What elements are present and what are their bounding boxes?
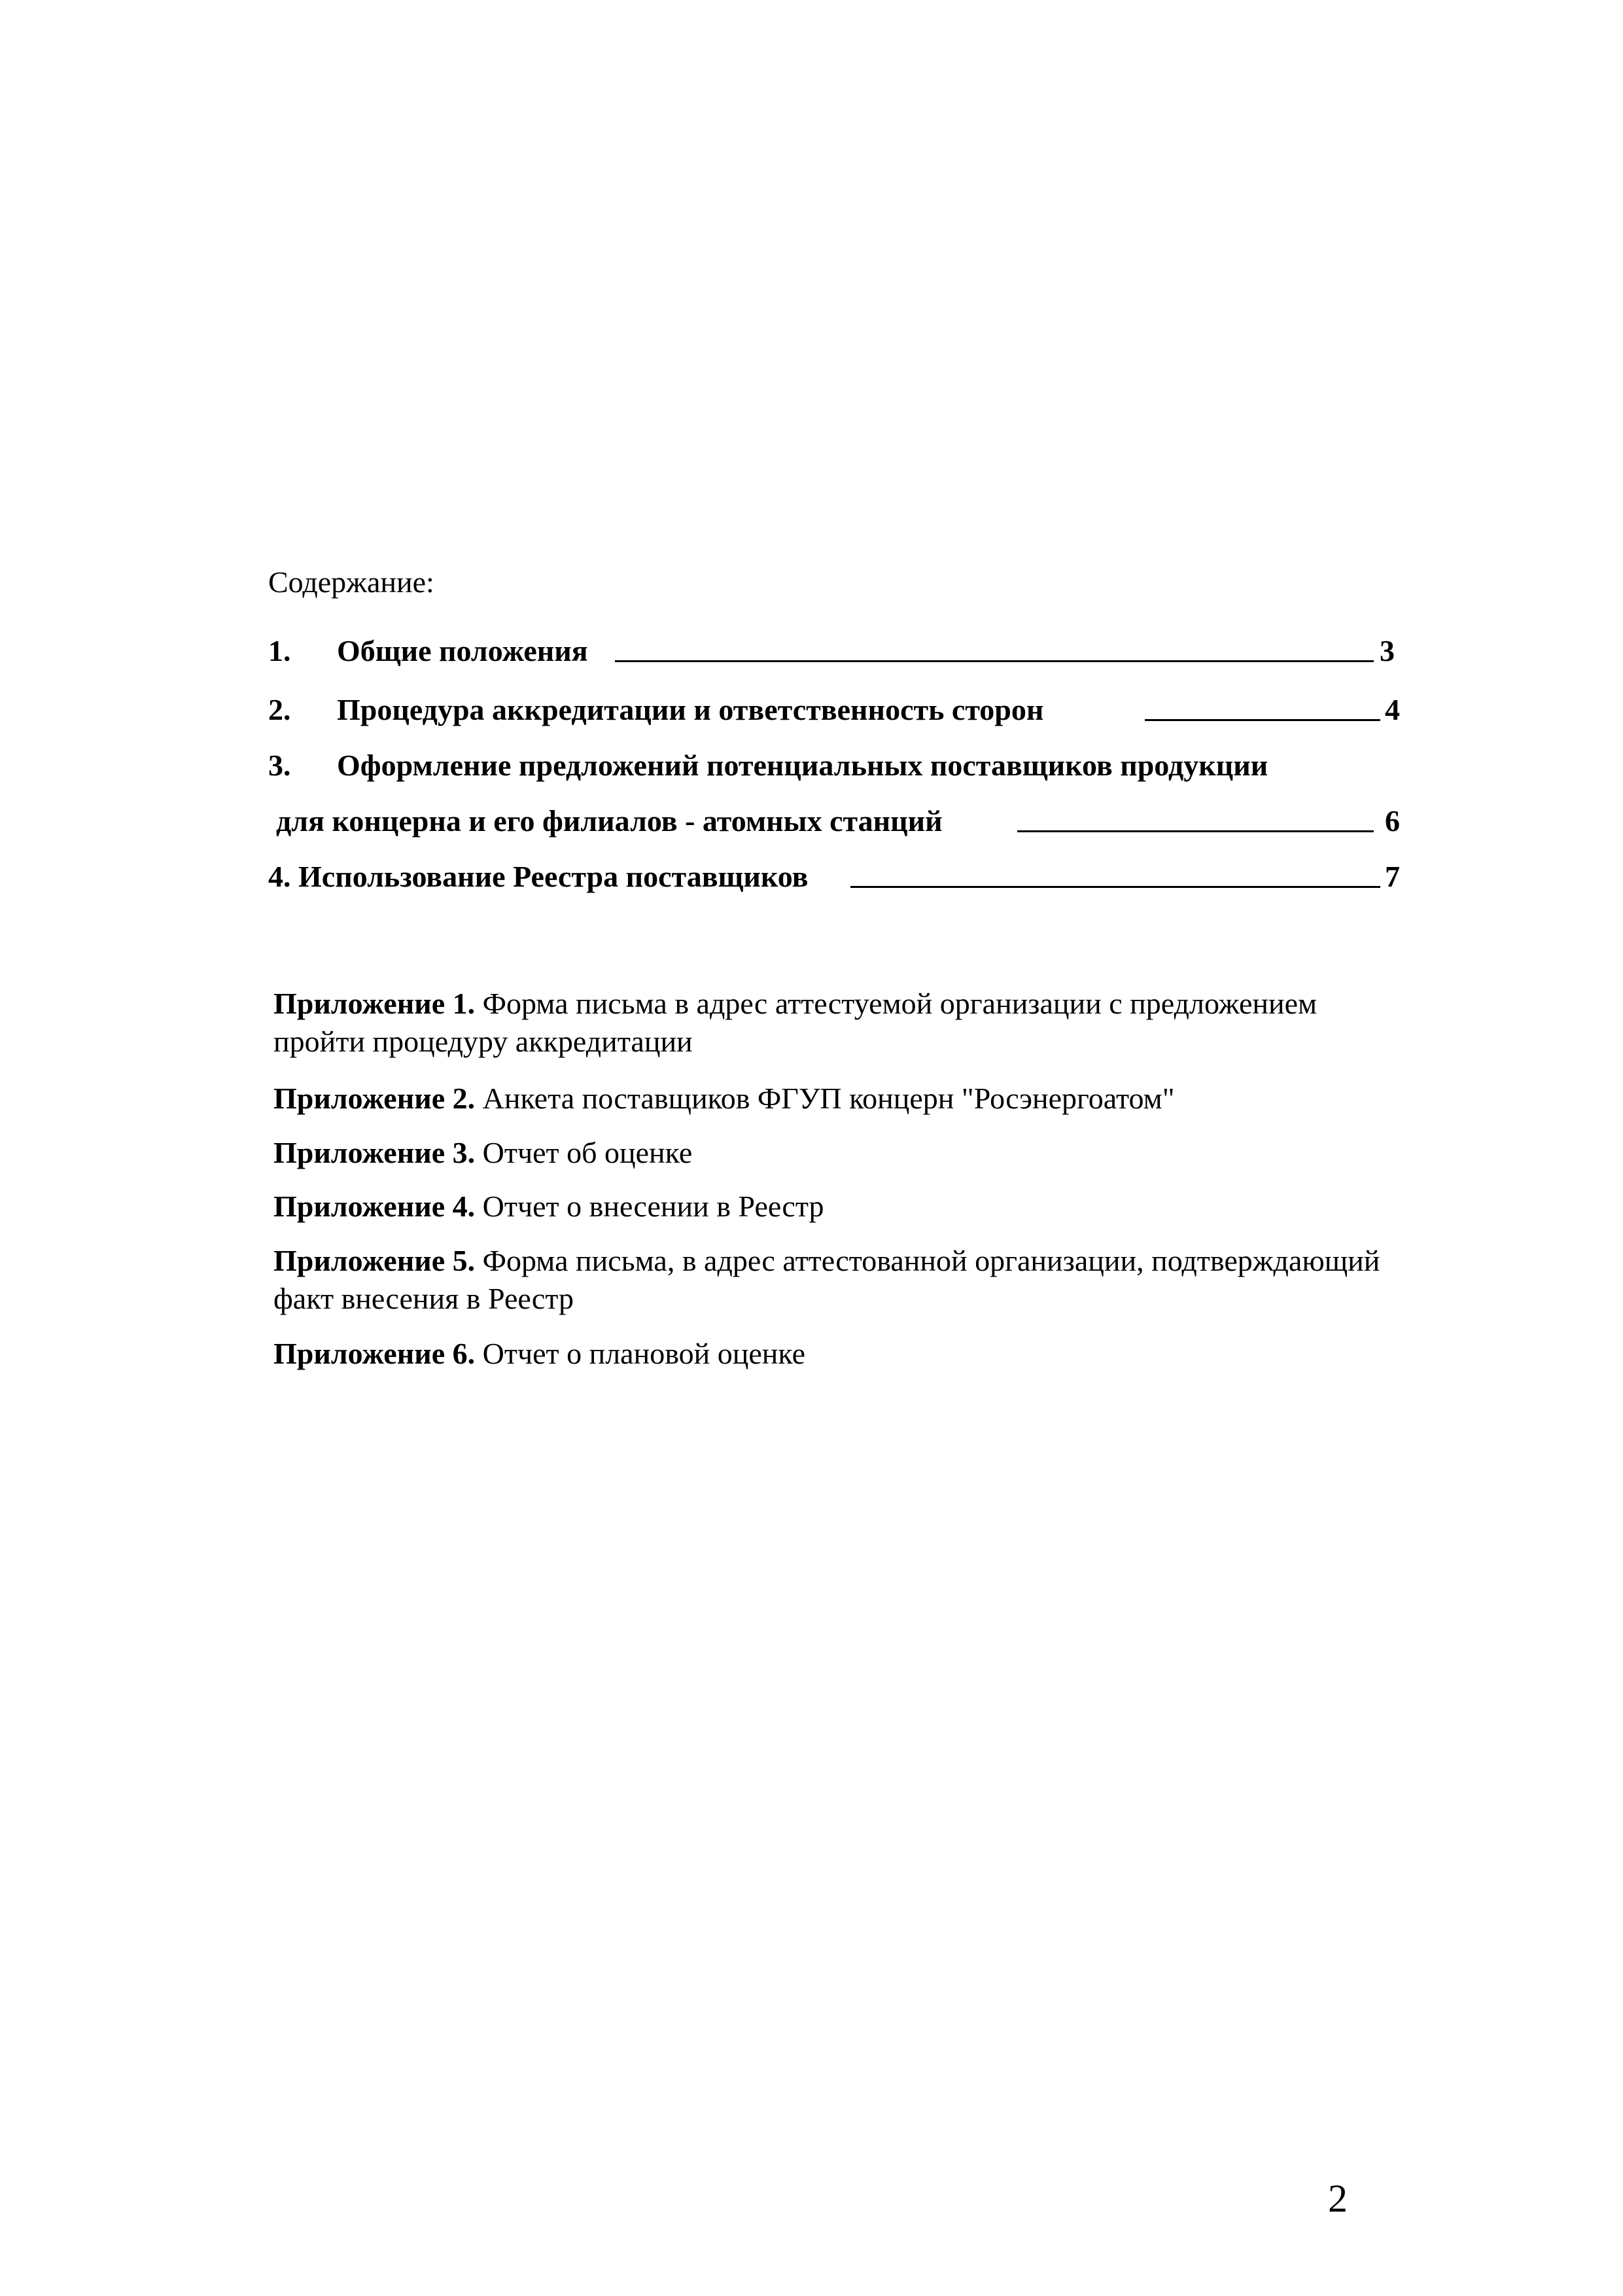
- toc-leader-line: [850, 886, 1380, 888]
- toc-leader-line: [615, 660, 1374, 662]
- appendix-text: Форма письма в адрес аттестуемой организации с предложением пройти процедуру аккредитации: [273, 987, 1318, 1058]
- toc-item-3-continued: [268, 802, 1400, 841]
- appendix-text: Отчет о внесении в Реестр: [475, 1190, 824, 1223]
- appendix-text: Анкета поставщиков ФГУП концерн "Росэнергоатом": [475, 1082, 1175, 1115]
- appendix-label: Приложение 5.: [273, 1244, 476, 1277]
- toc-heading: Содержание:: [268, 565, 434, 599]
- toc-leader-line: [1145, 719, 1380, 721]
- appendix-6: [273, 1335, 1386, 1373]
- appendix-label: Приложение 3.: [273, 1136, 476, 1169]
- toc-item-title: Оформление предложений потенциальных поставщиков продукции: [337, 749, 1268, 782]
- appendix-4: [273, 1188, 1386, 1226]
- toc-item-title: 4. Использование Реестра поставщиков: [268, 860, 809, 893]
- toc-item-number: 3.: [268, 749, 291, 782]
- appendix-1: [273, 985, 1386, 1061]
- appendix-label: Приложение 2.: [273, 1082, 476, 1115]
- toc-item-page: 4: [1385, 693, 1400, 726]
- toc-item-page: 3: [1380, 634, 1395, 667]
- toc-item-page: 6: [1385, 804, 1400, 838]
- appendix-label: Приложение 1.: [273, 987, 476, 1020]
- toc-item-2: [268, 690, 1400, 730]
- appendix-text: Отчет об оценке: [475, 1136, 693, 1169]
- page-number: 2: [1328, 2177, 1348, 2220]
- appendix-2: [273, 1080, 1386, 1118]
- toc-item-title: Общие положения: [337, 634, 588, 667]
- toc-item-4: [268, 857, 1400, 896]
- appendix-text: Отчет о плановой оценке: [475, 1337, 806, 1370]
- toc-item-title: Процедура аккредитации и ответственность сторон: [337, 693, 1044, 726]
- toc-item-page: 7: [1385, 860, 1400, 893]
- appendix-text: Форма письма, в адрес аттестованной организации, подтверждающий факт внесения в Реестр: [273, 1244, 1380, 1315]
- appendix-label: Приложение 4.: [273, 1190, 476, 1223]
- appendix-5: [273, 1242, 1386, 1318]
- toc-item-number: 1.: [268, 634, 291, 667]
- toc-item-3: [268, 746, 1400, 785]
- toc-item-title-continued: для концерна и его филиалов - атомных станций: [276, 804, 943, 838]
- toc-leader-line: [1017, 830, 1374, 832]
- appendix-label: Приложение 6.: [273, 1337, 476, 1370]
- toc-item-1: [268, 631, 1400, 671]
- toc-item-number: 2.: [268, 693, 291, 726]
- appendix-3: [273, 1134, 1386, 1172]
